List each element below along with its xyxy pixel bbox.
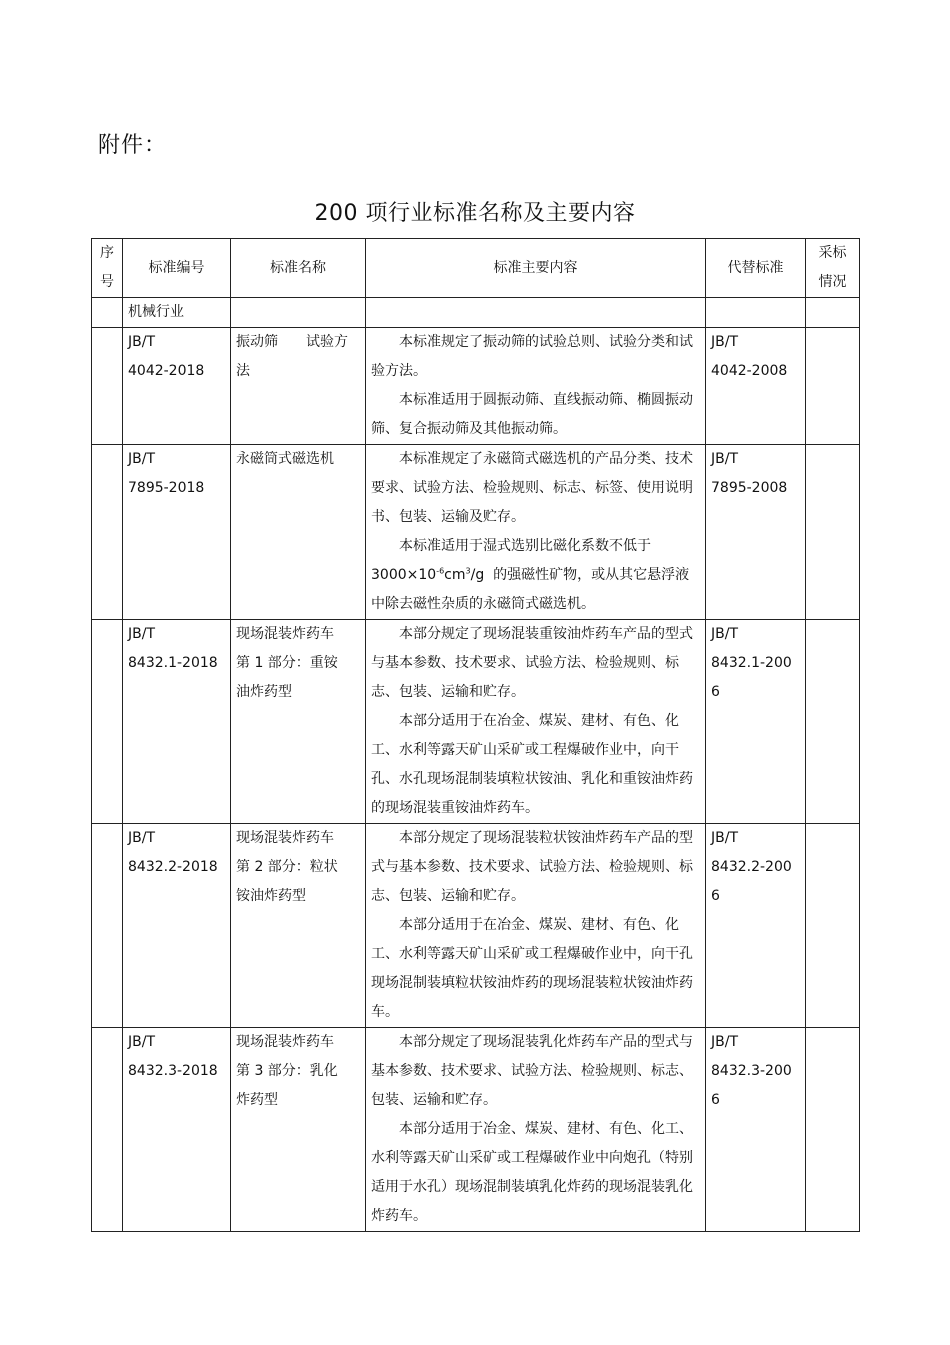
content-paragraph: 本标准规定了振动筛的试验总则、试验分类和试验方法。	[371, 334, 693, 379]
row-code: JB/T 8432.2-2018	[123, 824, 231, 1028]
content-paragraph: 本部分适用于在冶金、煤炭、建材、有色、化工、水利等露天矿山采矿或工程爆破作业中，向干孔现场混制装填粒状铵油炸药的现场混装粒状铵油炸药车。	[371, 917, 693, 1020]
content-paragraph: 本部分规定了现场混装重铵油炸药车产品的型式与基本参数、技术要求、试验方法、检验规则、标志、包装、运输和贮存。	[371, 626, 693, 700]
row-num-cell	[92, 445, 123, 620]
header-num: 序 号	[92, 239, 123, 298]
row-name: 现场混装炸药车 第 3 部分：乳化 炸药型	[231, 1028, 366, 1232]
content-paragraph: 本标准适用于湿式选别比磁化系数不低于	[399, 538, 651, 554]
table-header-row	[92, 239, 860, 298]
table-row	[92, 620, 860, 824]
content-paragraph: 本部分规定了现场混装粒状铵油炸药车产品的型式与基本参数、技术要求、试验方法、检验规则、标志、包装、运输和贮存。	[371, 830, 693, 904]
row-replaced: JB/T 7895-2008	[706, 445, 806, 620]
formula-unit-exponent: 3	[465, 566, 471, 576]
row-name: 现场混装炸药车 第 2 部分：粒状 铵油炸药型	[231, 824, 366, 1028]
row-num-cell	[92, 328, 123, 445]
row-content	[366, 824, 706, 1028]
attachment-label: 附件：	[98, 133, 168, 158]
row-num-cell	[92, 824, 123, 1028]
row-code: JB/T 7895-2018	[123, 445, 231, 620]
formula-exponent: -6	[436, 566, 445, 576]
table-row	[92, 824, 860, 1028]
row-replaced: JB/T 8432.1-200 6	[706, 620, 806, 824]
content-paragraph: 本标准适用于圆振动筛、直线振动筛、椭圆振动筛、复合振动筛及其他振动筛。	[371, 392, 693, 437]
header-replaced: 代替标准	[706, 239, 806, 298]
category-empty-replaced	[706, 298, 806, 328]
row-adopt	[806, 1028, 860, 1232]
category-empty-name	[231, 298, 366, 328]
row-content	[366, 328, 706, 445]
category-label: 机械行业	[123, 298, 231, 328]
content-paragraph: 本部分适用于在冶金、煤炭、建材、有色、化工、水利等露天矿山采矿或工程爆破作业中，向干孔、水孔现场混制装填粒状铵油、乳化和重铵油炸药的现场混装重铵油炸药车。	[371, 713, 693, 816]
header-adopt: 采标 情况	[806, 239, 860, 298]
document-title: 200 项行业标准名称及主要内容	[314, 201, 636, 226]
row-adopt	[806, 328, 860, 445]
row-replaced: JB/T 4042-2008	[706, 328, 806, 445]
row-adopt	[806, 445, 860, 620]
row-code: JB/T 8432.3-2018	[123, 1028, 231, 1232]
row-content	[366, 445, 706, 620]
header-content: 标准主要内容	[366, 239, 706, 298]
category-row	[92, 298, 860, 328]
row-num-cell	[92, 620, 123, 824]
table-row	[92, 328, 860, 445]
row-name: 永磁筒式磁选机	[231, 445, 366, 620]
table-row	[92, 445, 860, 620]
standards-table	[91, 238, 860, 1232]
row-name: 振动筛 试验方 法	[231, 328, 366, 445]
row-adopt	[806, 620, 860, 824]
row-content	[366, 620, 706, 824]
row-num-cell	[92, 1028, 123, 1232]
category-empty-adopt	[806, 298, 860, 328]
category-num-cell	[92, 298, 123, 328]
formula-rest: 的强磁性矿物，或从其它悬浮液中除去磁性杂质的永磁筒式磁选机。	[371, 567, 690, 612]
row-content	[366, 1028, 706, 1232]
content-formula-paragraph	[371, 561, 700, 619]
content-paragraph: 本部分适用于冶金、煤炭、建材、有色、化工、水利等露天矿山采矿或工程爆破作业中向炮孔（特别适用于水孔）现场混制装填乳化炸药的现场混装乳化炸药车。	[371, 1121, 693, 1224]
row-code: JB/T 8432.1-2018	[123, 620, 231, 824]
header-code: 标准编号	[123, 239, 231, 298]
formula-unit-tail: /g	[470, 567, 485, 583]
formula-base: 3000×10	[371, 567, 437, 583]
table-row	[92, 1028, 860, 1232]
row-replaced: JB/T 8432.3-200 6	[706, 1028, 806, 1232]
row-replaced: JB/T 8432.2-200 6	[706, 824, 806, 1028]
row-code: JB/T 4042-2018	[123, 328, 231, 445]
row-adopt	[806, 824, 860, 1028]
category-empty-content	[366, 298, 706, 328]
formula-unit: cm	[444, 567, 466, 583]
content-paragraph: 本部分规定了现场混装乳化炸药车产品的型式与基本参数、技术要求、试验方法、检验规则、标志、包装、运输和贮存。	[371, 1034, 693, 1108]
content-paragraph: 本标准规定了永磁筒式磁选机的产品分类、技术要求、试验方法、检验规则、标志、标签、使用说明书、包装、运输及贮存。	[371, 451, 693, 525]
header-name: 标准名称	[231, 239, 366, 298]
row-name: 现场混装炸药车 第 1 部分：重铵 油炸药型	[231, 620, 366, 824]
